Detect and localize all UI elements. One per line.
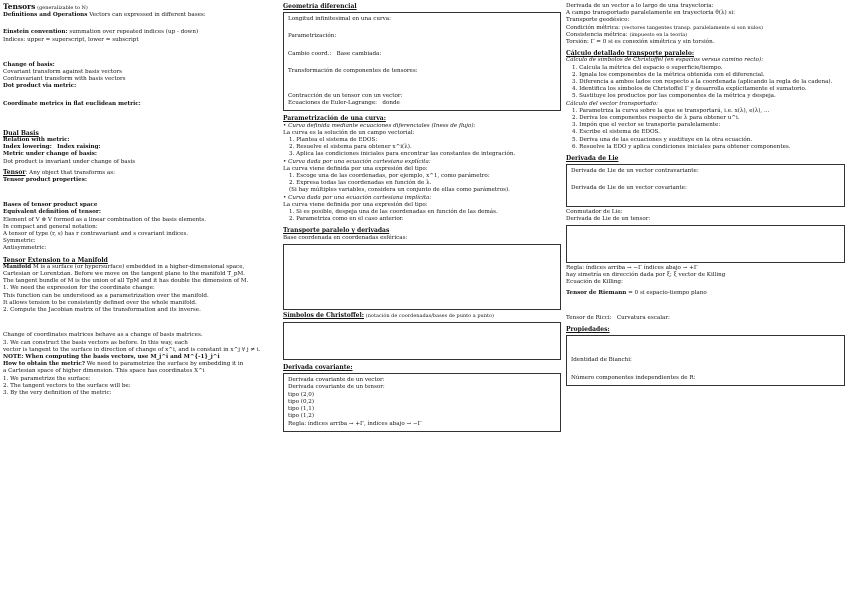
equation [571,193,840,203]
equation [3,19,273,29]
column-tensors: Tensors (generalizable to N) Definitions and Operations Vectors can expressed in different bases: Einstein convention: summation over repeated indices (up - down) Indices: upper = superscript, lower = subscript Change of basis: Covariant transform against basis vectors Contravariant transform with basis vectors Dot product via metric: Coordinate metrics in flat euclidean metric: Dual Basis Relation with metric: Index lowering: Index raising: Metric under change of basis: Dot product is invariant under change of basis Tensor: Any object that transforms as: Tensor product properties: Bases of tensor product space Equivalent definition of tensor: Element of V ⊗ V formed as a linear combination of the basis elements. In compact and general notation: A tensor of type (r, s) has r contravariant and s covariant indices. Symmetric: Antisymmetric: Tensor Extension to a Manifold Manifold M is a surface (or hypersurface) embedded in a higher-dimensional space, Cartesian or Lorentzian. Before we move on the tangent plane to the manifold T_pM. The tangent bundle of M is the union of all TpM and it has double the dimension of M. 1. We need the expression for the coordinate change: This function can be understood as a parametrization over the manifold. It allows tension to be consistently defined over the whole manifold. 2. Compute the Jacobian matrix of the transformation and its inverse. Change of coordinates matrices behave as a change of basis matrices. 3. We can construct the basis vectors as before. In this way, each vector is tangent to the surface in direction of change of x^i, and is constant in x^j ∀ j ≠ i. NOTE: When computing the basis vectors, use M_j^i and M^{-1}_j^i How to obtain the metric? We need to parametrize the surface by embedding it in a Cartesian space of higher dimension. This space has coordinates X^i 1. We parametrize the surface: 2. The tangent vectors to the surface will be: 3. By the very definition of the metric: [3,3,273,596]
section-propiedades: Propiedades: [566,326,610,334]
lie-box: Derivada de Lie de un vector contravariante: Derivada de Lie de un vector covariante: [566,164,845,206]
lie-tensor-box [566,225,845,263]
equation [571,229,840,259]
equation [288,75,556,93]
section-transporte: Transporte paralelo y derivadas [283,227,390,235]
section-tensor: Tensor [3,168,26,176]
spherical-basis-box [283,244,561,310]
section-parametrizacion: Parametrización de una curva: [283,115,386,123]
equation [288,248,556,306]
section-title-tensors: Tensors [3,3,36,11]
section-derivada-covariante: Derivada covariante: [283,364,353,372]
section-lie: Derivada de Lie [566,155,619,163]
equation [566,297,845,315]
equation [3,314,273,332]
properties-box: Identidad de Bianchi: Número componentes independientes de R: [566,335,845,385]
section-dual-basis: Dual Basis [3,129,39,137]
christoffel-box [283,322,561,360]
section-riemann: Tensor de Riemann [566,289,627,296]
geometry-box: Longitud infinitesimal en una curva: Parametrización: Cambio coord.: Base cambiada: Transformación de componentes de tensores: Contracción de un tensor con un vector: Ecuaciones de Euler-Lagrange: donde [283,12,561,111]
equation [3,91,273,101]
column-transport-lie: Derivada de un vector a lo largo de una trayectoria: A campo transportado paralelamente en trayectoria θ(λ) si: Transporte geodésico: Condición métrica: (vectores tangentes transp. paralelamente si son nulos) Consistencia métrica: (impuesto en la teoría) Torsión: Γ = 0 si es conexión simétrica y sin torsión. Cálculo detallado transporte paralelo: Cálculo de símbolos de Christoffel (en espacios versus camino recto): 1. Calcula la métrica del espacio o superficie/tiempo. 2. Ignala los componentes de la métrica obtenida con el diferencial. 3. Diferencia a ambos lados con respecto a la coordenada (aplicando la regla de la cadena). 4. Identifica los símbolos de Christoffel Γ y desarrolla explícitamente el sumatorio. 5. Sustituye los productos por las componentes de la métrica y despeja. Cálculo del vector transportado: 1. Parametriza la curva sobre la que se transportará, i.e. x(λ), e(λ), ... 2. Deriva los componentes respecto de λ para obtener u^i. 3. Impón que el vector se transporte paralelamente: 4. Escribe el sistema de EDOS. 5. Deriva una de las ecuaciones y sustituye en la otra ecuación. 6. Resuelve la EDO y aplica condiciones iniciales para obtener componentes. Derivada de Lie Derivada de Lie de un vector contravariante: Derivada de Lie de un vector covariante: Conmutador de Lie: Derivada de Lie de un tensor: Regla: índices arriba → −Γ índices abajo → +Γ hay simetría en dirección dada por ξ; ξ vector de Killing Ecuación de Killing: Tensor de Riemann = 0 si espacio-tiempo plano Tensor de Ricci: Curvatura escalar: Propiedades: Identidad de Bianchi: Número componentes independientes de R: [566,3,845,596]
equation [3,184,273,202]
equation [3,108,273,126]
equation [571,339,840,357]
section-geometria: Geometría diferencial [283,3,357,10]
equation [288,23,556,33]
equation [571,365,840,375]
equation [3,44,273,62]
equation [288,58,556,68]
column-differential-geometry: Geometría diferencial Longitud infinitesimal en una curva: Parametrización: Cambio coord.: Base cambiada: Transformación de componentes de tensores: Contracción de un tensor con un vector: Ecuaciones de Euler-Lagrange: donde Parametrización de una curva: • Curva definida mediante ecuaciones diferenciales (Iness de flujo): La curva es la solución de un campo vectorial: 1. Plantea el sistema de EDOS: 2. Resuelve el sistema para obtener x^i(λ). 3. Aplica las condiciones iniciales para encontrar las constantes de integración. • Curva dada por una ecuación cartesiana explícita: La curva viene definida por una expresión del tipo: 1. Escoge una de las coordenadas, por ejemplo, x^1, como parámetro: 2. Expresa todas las coordenadas en función de λ. (Si hay múltiples variables, considera un conjunto de ellas como parámetros). • Curva dada por una ecuación cartesiana implícita: La curva viene definida por una expresión del tipo: 1. Si es posible, despeja una de las coordenadas en función de las demás. 2. Parametriza como en el caso anterior. Transporte paralelo y derivadas Base coordenada en coordenadas esféricas: Símbolos de Christoffel: (notación de coordenadas/bases de punto a punto) Derivada covariante: Derivada covariante de un vector: Derivada covariante de un tensor: tipo (2,0) tipo (0,2) tipo (1,1) tipo (1,2) Regla: índices arriba → +Γ, índices abajo → −Γ [283,3,561,596]
equation [571,175,840,185]
section-calculo-detallado: Cálculo detallado transporte paralelo: [566,50,695,58]
section-tensor-extension: Tensor Extension to a Manifold [3,256,108,264]
equation [288,326,556,356]
equation [288,41,556,51]
covariant-derivative-box: Derivada covariante de un vector: Derivada covariante de un tensor: tipo (2,0) tipo (0,2) tipo (1,1) tipo (1,2) Regla: índices arriba → +Γ, índices abajo → −Γ [283,373,561,431]
